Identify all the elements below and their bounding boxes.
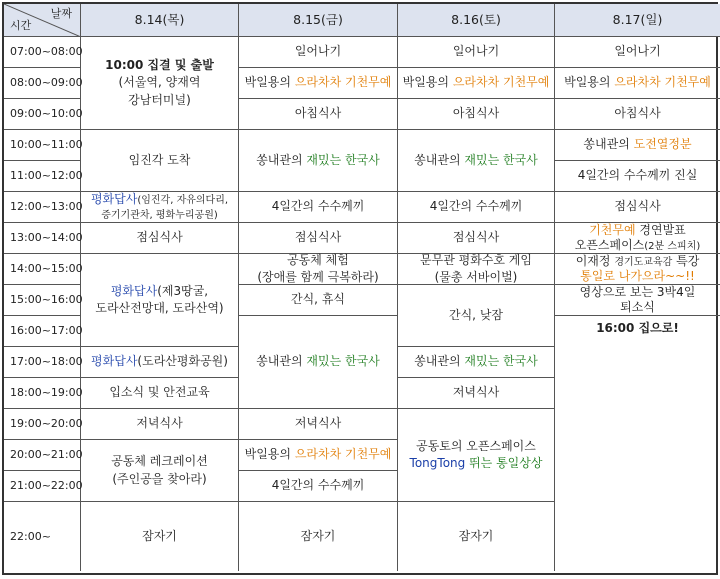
d2-community-title: 공동체 체험 <box>287 252 349 267</box>
d3-snack: 간식, 낮잠 <box>398 285 555 347</box>
date-header-4: 8.17(일) <box>555 4 720 37</box>
time-slot: 15:00~16:00 <box>4 285 81 316</box>
d3-martial-art-host: 박일용의 <box>402 75 453 90</box>
d3-mystery: 4일간의 수수께끼 <box>398 192 555 223</box>
d1-dinner: 저녁식사 <box>81 409 239 440</box>
d1-tour2 <box>81 254 239 347</box>
d4-breakfast: 아침식사 <box>555 99 720 130</box>
d1-tour1-title: 평화답사 <box>90 192 138 206</box>
d2-history <box>239 130 398 192</box>
d1-tour3 <box>81 347 239 378</box>
d3-sleep: 잠자기 <box>398 502 555 571</box>
d1-gathering-place2: 강남터미널) <box>128 92 191 107</box>
d3-openspace-sub: 뛰는 통일상상 <box>469 456 543 470</box>
time-slot: 19:00~20:00 <box>4 409 81 440</box>
d4-quiz-title: 도전열정분 <box>633 137 692 152</box>
time-slot: 21:00~22:00 <box>4 471 81 502</box>
d4-lecture <box>555 254 720 285</box>
d3-dinner: 저녁식사 <box>398 378 555 409</box>
d1-tour2-places2: 도라산전망대, 도라산역) <box>95 301 224 315</box>
d2-martial-art2 <box>239 440 398 471</box>
d1-tour2-places: (제3땅굴, <box>157 283 209 298</box>
d1-gathering-place: (서울역, 양재역 <box>118 75 201 90</box>
d1-checkin: 입소식 및 안전교육 <box>81 378 239 409</box>
d3-history2-title: 재밌는 한국사 <box>464 354 538 369</box>
d4-home-text: 16:00 집으로! <box>596 321 679 335</box>
d1-tour1-places2: 증기기관차, 평화누리공원) <box>101 209 218 221</box>
time-slot: 16:00~17:00 <box>4 316 81 347</box>
d3-history-title: 재밌는 한국사 <box>464 152 538 167</box>
d3-history-host: 쏭내관의 <box>414 152 465 167</box>
d2-history2-host: 쏭내관의 <box>256 354 307 369</box>
time-slot: 08:00~09:00 <box>4 68 81 99</box>
d4-closing-video: 영상으로 보는 3박4일 <box>579 285 696 299</box>
d3-game-sub: (물총 서바이벌) <box>434 270 518 284</box>
schedule-table <box>2 2 718 575</box>
d1-tour1 <box>81 192 239 223</box>
time-slot: 17:00~18:00 <box>4 347 81 378</box>
d2-community-sub: (장애를 함께 극복하라) <box>257 270 379 284</box>
d4-demo-speech: (2분 스피치) <box>644 240 701 252</box>
d3-breakfast: 아침식사 <box>398 99 555 130</box>
d2-history2 <box>239 316 398 409</box>
d4-home <box>555 316 720 571</box>
time-slot: 10:00~11:00 <box>4 130 81 161</box>
d3-martial-art <box>398 68 555 99</box>
d4-demo-title: 기천무예 <box>589 222 636 237</box>
d1-tour1-places: (임진각, 자유의다리, <box>137 195 229 206</box>
d4-quiz <box>555 130 720 161</box>
d2-martial-art2-host: 박일용의 <box>244 447 295 462</box>
d2-mystery: 4일간의 수수께끼 <box>239 192 398 223</box>
d3-game <box>398 254 555 285</box>
d4-martial-art-title: 으라차차 기천무예 <box>614 75 711 90</box>
d3-history2-host: 쏭내관의 <box>414 354 465 369</box>
d2-mystery2: 4일간의 수수께끼 <box>239 471 398 502</box>
date-header-2: 8.15(금) <box>239 4 398 37</box>
d3-history <box>398 130 555 192</box>
d4-wake: 일어나기 <box>555 37 720 68</box>
d2-martial-art-title: 으라차차 기천무예 <box>294 75 392 90</box>
corner-cell <box>4 4 81 37</box>
time-slot: 12:00~13:00 <box>4 192 81 223</box>
d2-martial-art <box>239 68 398 99</box>
d3-openspace-brand: TongTong <box>409 456 470 470</box>
time-slot: 07:00~08:00 <box>4 37 81 68</box>
d2-dinner: 저녁식사 <box>239 409 398 440</box>
d2-martial-art2-title: 으라차차 기천무예 <box>294 447 392 462</box>
d1-tour3-places: (도라산평화공원) <box>137 354 228 369</box>
time-slot: 20:00~21:00 <box>4 440 81 471</box>
d4-lunch: 점심식사 <box>555 192 720 223</box>
d4-lecture-speaker: 이재정 <box>575 253 615 268</box>
d1-gathering <box>81 37 239 130</box>
d3-history2 <box>398 347 555 378</box>
date-header-1: 8.14(목) <box>81 4 239 37</box>
d1-recreation-title: 공동체 레크레이션 <box>111 454 208 469</box>
d4-martial-art <box>555 68 720 99</box>
d4-quiz-host: 쏭내관의 <box>583 137 634 152</box>
d4-demo <box>555 223 720 254</box>
d1-recreation-sub: (주인공을 찾아라) <box>112 471 207 486</box>
d4-closing <box>555 285 720 316</box>
corner-date-label: 날짜 <box>50 7 72 20</box>
d1-arrive: 임진각 도착 <box>81 130 239 192</box>
d1-tour3-title: 평화답사 <box>91 354 138 369</box>
time-slot: 18:00~19:00 <box>4 378 81 409</box>
corner-time-label: 시간 <box>10 19 32 33</box>
d2-breakfast: 아침식사 <box>239 99 398 130</box>
d1-sleep: 잠자기 <box>81 502 239 571</box>
d2-snack: 간식, 휴식 <box>239 285 398 316</box>
d4-mystery: 4일간의 수수께끼 진실 <box>555 161 720 192</box>
d2-community <box>239 254 398 285</box>
d2-lunch: 점심식사 <box>239 223 398 254</box>
d4-lecture-suffix: 특강 <box>672 253 700 268</box>
d4-demo-openspace: 오픈스페이스 <box>574 237 645 252</box>
d1-gathering-title: 10:00 집결 및 출발 <box>105 57 214 72</box>
d3-lunch: 점심식사 <box>398 223 555 254</box>
time-slot: 09:00~10:00 <box>4 99 81 130</box>
d2-wake: 일어나기 <box>239 37 398 68</box>
d4-lecture-theme: 통일로 나가으라~~!! <box>580 269 695 284</box>
d1-lunch: 점심식사 <box>81 223 239 254</box>
d3-game-title: 문무관 평화수호 게임 <box>420 252 532 267</box>
d4-demo-suffix: 경연발표 <box>635 222 686 237</box>
d2-history-title: 재밌는 한국사 <box>306 152 380 167</box>
d3-openspace-title: 공동토의 오픈스페이스 <box>416 438 536 453</box>
d3-martial-art-title: 으라차차 기천무예 <box>452 75 550 90</box>
d4-lecture-title: 경기도교육감 <box>614 256 673 268</box>
d3-wake: 일어나기 <box>398 37 555 68</box>
d2-history2-title: 재밌는 한국사 <box>306 354 380 369</box>
d1-recreation <box>81 440 239 502</box>
date-header-3: 8.16(토) <box>398 4 555 37</box>
d2-martial-art-host: 박일용의 <box>244 75 295 90</box>
d3-openspace <box>398 409 555 502</box>
time-slot: 14:00~15:00 <box>4 254 81 285</box>
time-slot: 13:00~14:00 <box>4 223 81 254</box>
time-slot: 11:00~12:00 <box>4 161 81 192</box>
d4-martial-art-host: 박일용의 <box>564 75 615 90</box>
d2-sleep: 잠자기 <box>239 502 398 571</box>
d2-history-host: 쏭내관의 <box>256 152 307 167</box>
time-slot: 22:00~ <box>4 502 81 571</box>
d4-closing-ceremony: 퇴소식 <box>620 300 655 314</box>
d1-tour2-title: 평화답사 <box>110 283 158 298</box>
